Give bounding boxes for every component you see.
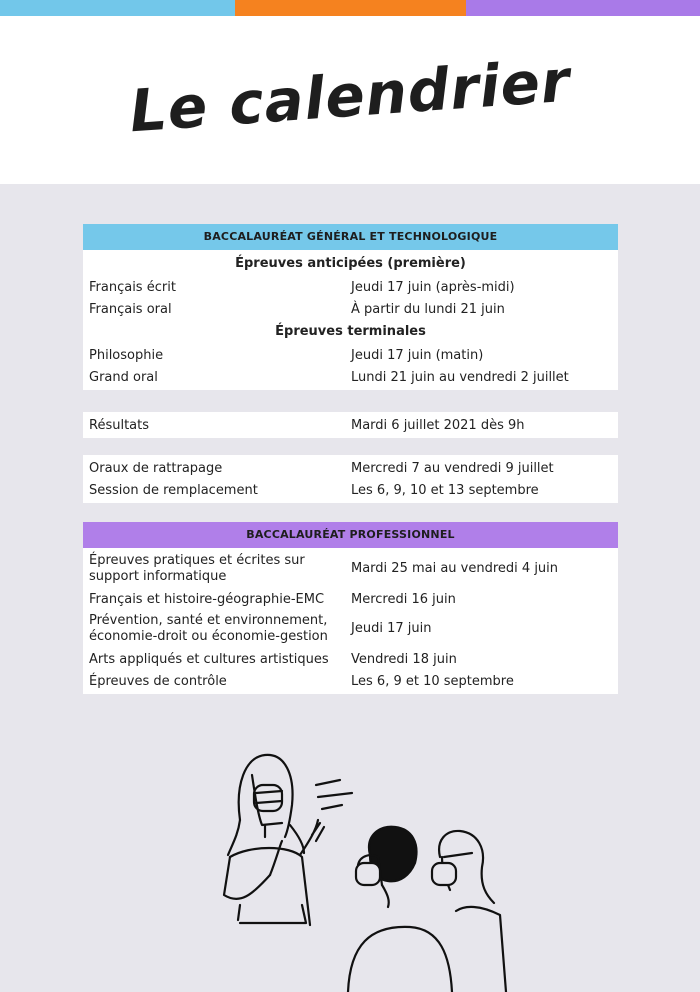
row-date: Mardi 6 juillet 2021 dès 9h	[351, 417, 525, 433]
row-label: Français oral	[89, 301, 172, 317]
speech-lines	[316, 780, 352, 809]
student-figure-1	[348, 827, 452, 992]
row-date: Jeudi 17 juin (matin)	[351, 347, 484, 363]
student-figure-2	[432, 831, 506, 992]
row-date: Mercredi 16 juin	[351, 591, 456, 607]
row-label: Session de remplacement	[89, 482, 258, 498]
bgt-header: BACCALAURÉAT GÉNÉRAL ET TECHNOLOGIQUE	[83, 224, 618, 250]
table-row	[83, 344, 618, 366]
row-date: Les 6, 9, 10 et 13 septembre	[351, 482, 539, 498]
table-row	[83, 588, 618, 610]
pro-header: BACCALAURÉAT PROFESSIONNEL	[83, 522, 618, 548]
row-date: Mercredi 7 au vendredi 9 juillet	[351, 460, 554, 476]
row-label: Résultats	[89, 417, 150, 433]
row-label: Oraux de rattrapage	[89, 460, 223, 476]
row-label: Français et histoire-géographie-EMC	[89, 591, 325, 607]
row-date: Lundi 21 juin au vendredi 2 juillet	[351, 369, 569, 385]
stripe-blue	[0, 0, 235, 16]
row-label: Philosophie	[89, 347, 164, 363]
row-label: Épreuves de contrôle	[89, 673, 227, 689]
row-label: Français écrit	[89, 279, 176, 295]
teacher-and-students-masked-illustration	[210, 745, 510, 992]
bgt-section	[83, 224, 618, 390]
table-row	[83, 298, 618, 320]
row-label: Prévention, santé et environnement, économie-droit ou économie-gestion	[89, 613, 328, 644]
bgt-epreuves-block	[83, 250, 618, 390]
row-label: Arts appliqués et cultures artistiques	[89, 651, 329, 667]
table-row	[83, 276, 618, 298]
resultats-block	[83, 412, 618, 438]
table-row	[83, 366, 618, 388]
table-row	[83, 648, 618, 670]
pro-section	[83, 522, 618, 694]
row-label: Épreuves pratiques et écrites sur support informatique	[89, 553, 305, 584]
color-stripe	[0, 0, 700, 16]
teacher-figure	[224, 755, 324, 925]
terminales-title: Épreuves terminales	[275, 324, 426, 339]
table-row	[83, 457, 618, 479]
row-date: À partir du lundi 21 juin	[351, 301, 505, 317]
row-date: Mardi 25 mai au vendredi 4 juin	[351, 561, 559, 576]
table-row	[83, 610, 618, 648]
rattrapage-block	[83, 455, 618, 503]
row-label: Grand oral	[89, 369, 158, 385]
anticipees-title: Épreuves anticipées (première)	[235, 256, 466, 271]
pro-block	[83, 548, 618, 694]
table-row	[83, 670, 618, 692]
header	[0, 16, 700, 184]
row-date: Jeudi 17 juin (après-midi)	[351, 279, 515, 295]
stripe-orange	[235, 0, 466, 16]
row-date: Les 6, 9 et 10 septembre	[351, 673, 514, 689]
table-row	[83, 550, 618, 588]
table-row	[83, 479, 618, 501]
stripe-purple	[466, 0, 700, 16]
row-date: Vendredi 18 juin	[351, 651, 457, 667]
page-title: Le calendrier	[127, 46, 573, 146]
table-row	[83, 414, 618, 436]
row-date: Jeudi 17 juin	[351, 621, 432, 636]
